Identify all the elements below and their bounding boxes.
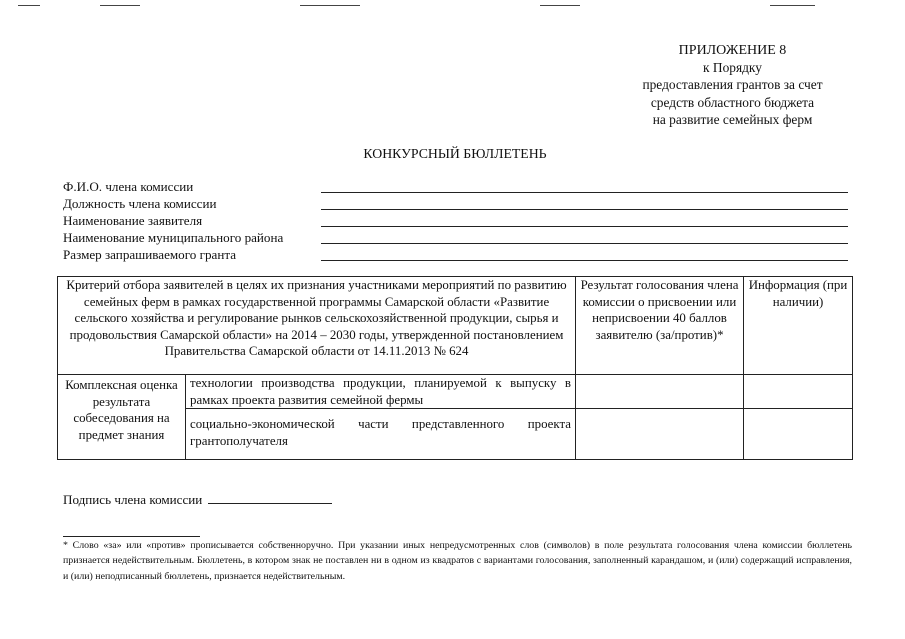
appendix-line: средств областного бюджета [650, 94, 815, 110]
form-row-grant-amount [63, 245, 848, 262]
footnote: * Слово «за» или «против» прописывается собственноручно. При указании иных непредусмотренных слов (символов) в поле результата голосования члена комиссии бюллетень признается недействительным. Бюллетень, в котором знак не поставлен ни в одном из квадратов с вариантами голосования, заполненный карандашом, и (или) содержащий исправления, и (или) неподписанный бюллетень, признается недействительным. [63, 540, 852, 582]
form-label: Ф.И.О. члена комиссии [63, 179, 194, 194]
criterion-header: Критерий отбора заявителей в целях их признания участниками мероприятий по развитию семейных ферм в рамках государственной программы Самарской области «Развитие сельского хозяйства и регулирование рынков сельскохозяйственной продукции, сырья и продовольствия Самарской области» на 2014 – 2030 годы, утвержденной постановлением Правительства Самарской области от 14.11.2013 № 624 [58, 277, 576, 375]
form-label: Должность члена комиссии [63, 196, 217, 211]
vote-result-header: Результат голосования члена комиссии о присвоении или неприсвоении 40 баллов заявителю (за/против)* [576, 277, 744, 375]
form-label: Наименование заявителя [63, 213, 203, 228]
scan-mark [540, 5, 580, 6]
info-cell[interactable] [744, 375, 853, 409]
signature-field[interactable] [208, 491, 332, 504]
appendix-line: предоставления грантов за счет [642, 77, 823, 93]
subject-cell: социально-экономической части представленного проекта грантополучателя [186, 409, 576, 460]
signature-row [63, 491, 332, 508]
scan-mark [100, 5, 140, 6]
form-label: Размер запрашиваемого гранта [63, 247, 237, 262]
form-row-member-position [63, 194, 848, 211]
member-name-field[interactable] [321, 181, 848, 193]
document-title: КОНКУРСНЫЙ БЮЛЛЕТЕНЬ [363, 146, 547, 161]
appendix-title: ПРИЛОЖЕНИЕ 8 [678, 43, 787, 58]
district-field[interactable] [321, 232, 848, 244]
scan-mark [770, 5, 815, 6]
vote-cell[interactable] [576, 409, 744, 460]
info-header: Информация (при наличии) [744, 277, 853, 375]
scan-mark [300, 5, 360, 6]
vote-cell[interactable] [576, 375, 744, 409]
form-label: Наименование муниципального района [63, 230, 284, 245]
appendix-line: к Порядку [703, 60, 762, 76]
grant-amount-field[interactable] [321, 249, 848, 261]
form-fields [63, 177, 848, 262]
scan-mark [18, 5, 40, 6]
signature-label: Подпись члена комиссии [63, 492, 203, 507]
applicant-name-field[interactable] [321, 215, 848, 227]
member-position-field[interactable] [321, 198, 848, 210]
appendix-line: на развитие семейных ферм [652, 111, 813, 127]
subject-cell: технологии производства продукции, планируемой к выпуску в рамках проекта развития семейной фермы [186, 375, 576, 409]
table-row [58, 375, 853, 409]
ballot-table [57, 276, 853, 460]
footnote-divider [63, 536, 200, 537]
table-header-row [58, 277, 853, 375]
form-row-applicant-name [63, 211, 848, 228]
category-cell: Комплексная оценка результата собеседования на предмет знания [58, 375, 186, 460]
info-cell[interactable] [744, 409, 853, 460]
form-row-district [63, 228, 848, 245]
form-row-member-name [63, 177, 848, 194]
appendix-block [560, 42, 905, 128]
